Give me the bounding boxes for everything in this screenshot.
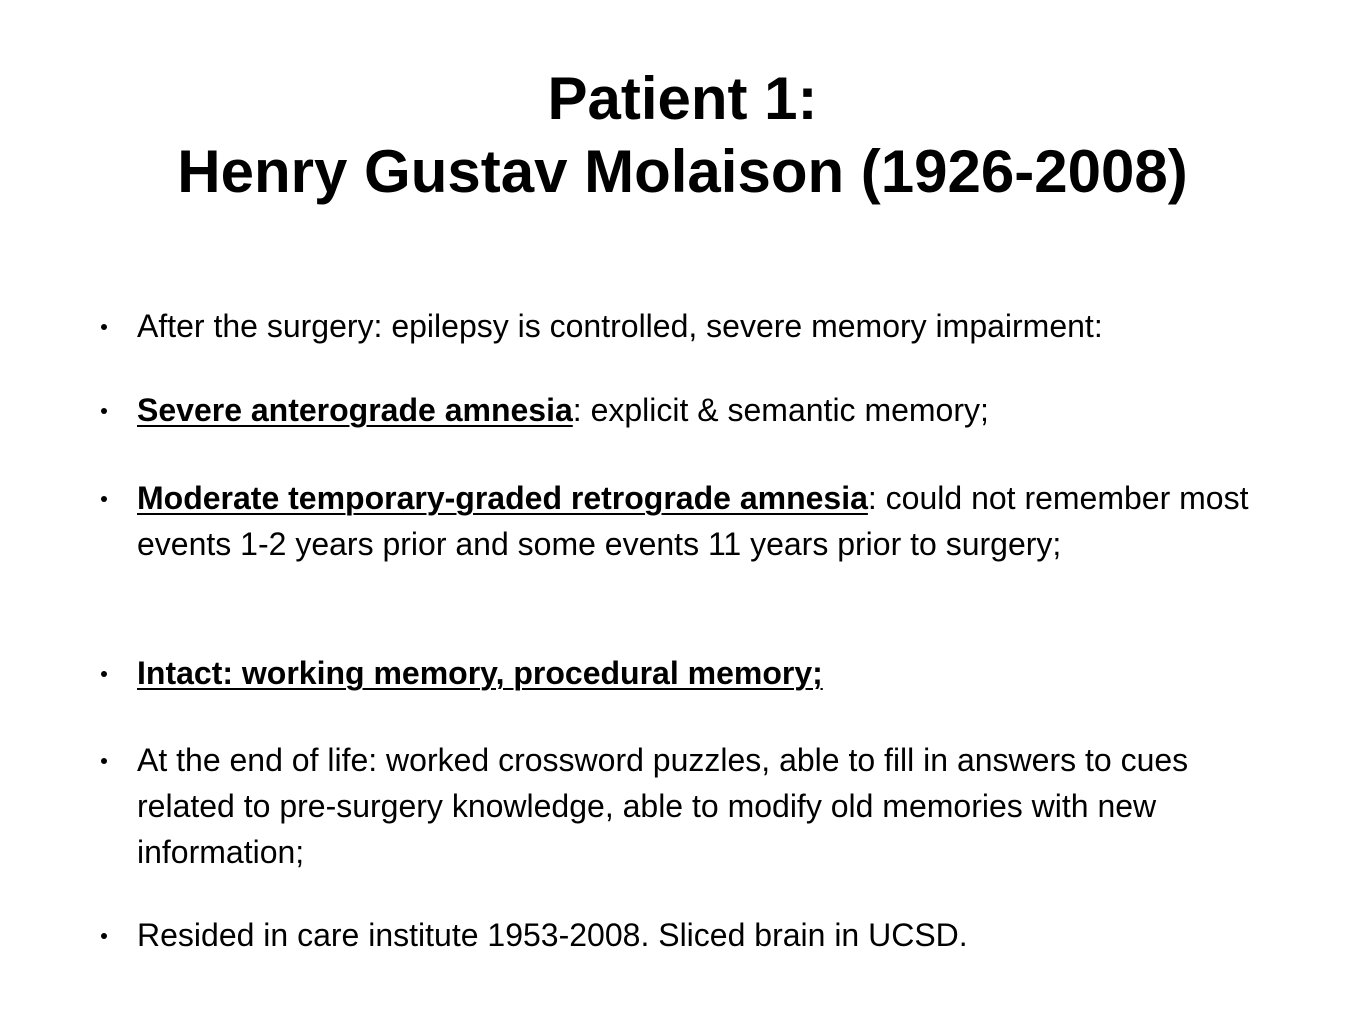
bullet-text: : explicit & semantic memory;	[572, 392, 989, 428]
bullet-item-end-of-life	[137, 737, 1287, 875]
bullet-item-surgery-outcome	[137, 303, 1287, 349]
bullet-emphasis: Moderate temporary-graded retrograde amnesia	[137, 480, 868, 516]
bullet-item-intact-memory	[137, 650, 1287, 696]
bullet-text: At the end of life: worked crossword puzzles, able to fill in answers to cues related to pre-surgery knowledge, able to modify old memories with new information;	[137, 742, 1189, 870]
bullet-item-retrograde-amnesia	[137, 475, 1287, 567]
bullet-item-residence	[137, 912, 1287, 958]
bullet-text: Resided in care institute 1953-2008. Sliced brain in UCSD.	[137, 917, 968, 953]
title-line-2: Henry Gustav Molaison (1926-2008)	[177, 138, 1188, 205]
bullet-text: : could not remember most events 1-2 years prior and some events 11 years prior to surgery;	[137, 480, 1249, 562]
bullet-item-anterograde-amnesia	[137, 387, 1287, 433]
title-line-1: Patient 1:	[547, 65, 818, 132]
bullet-emphasis: Intact: working memory, procedural memory;	[137, 655, 823, 691]
bullet-emphasis: Severe anterograde amnesia	[137, 392, 573, 428]
bullet-text: After the surgery: epilepsy is controlled, severe memory impairment:	[137, 308, 1103, 344]
